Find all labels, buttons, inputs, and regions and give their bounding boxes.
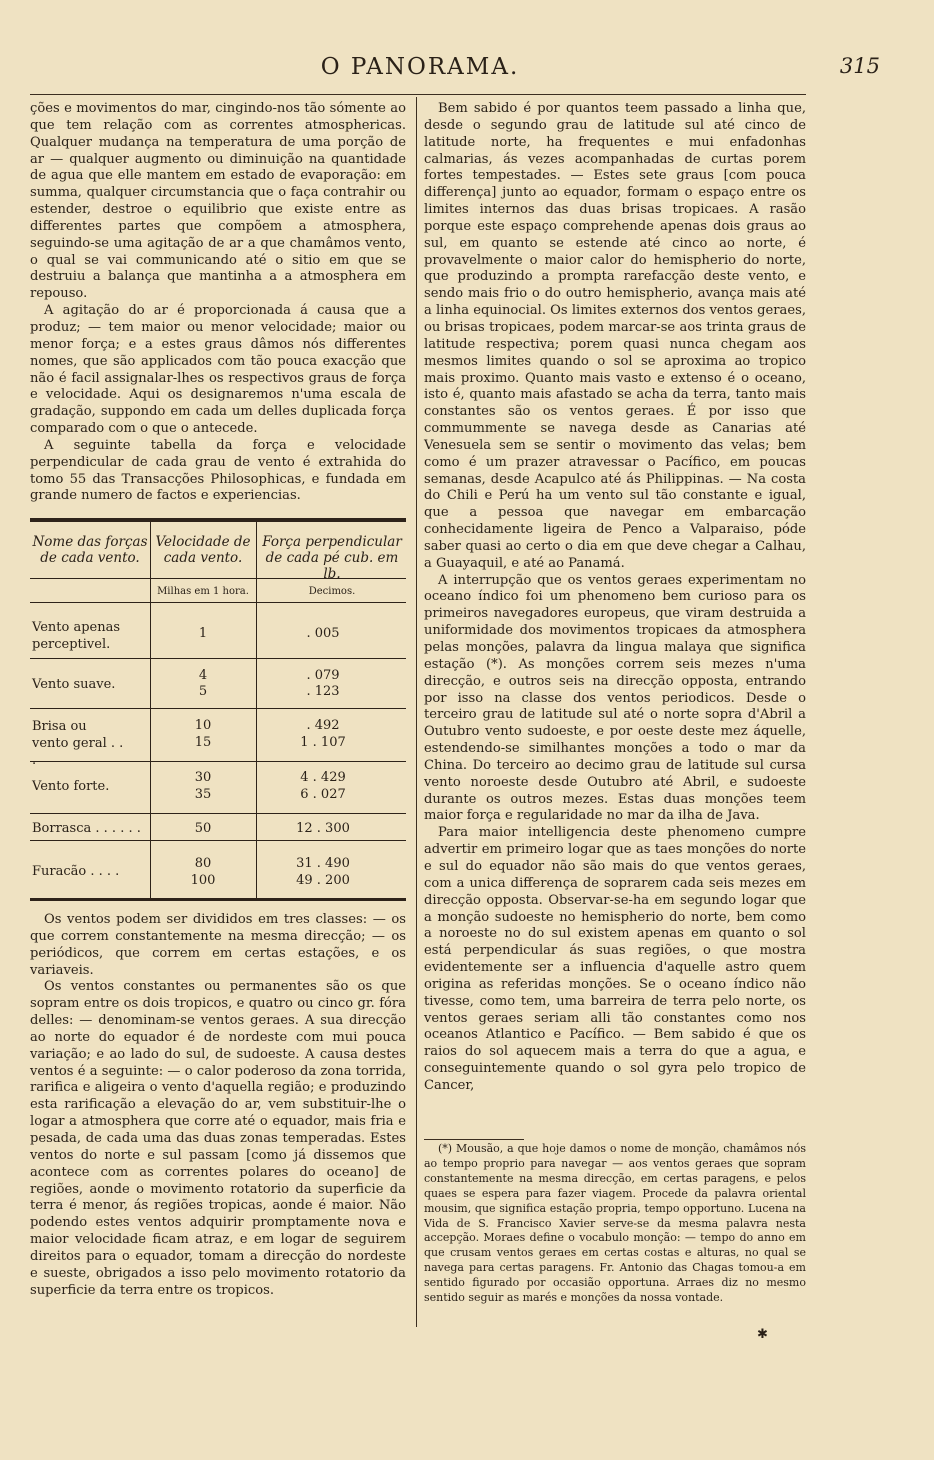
table-cell-force: 31 . 490	[296, 856, 350, 871]
left-column-top	[30, 101, 406, 505]
table-cell-velocity: 15	[194, 735, 212, 750]
table-cell-velocity: 80	[194, 856, 212, 871]
table-hline	[30, 813, 406, 814]
page-number: 315	[839, 54, 880, 78]
table-row-name: Brisa ou vento geral . . .	[32, 719, 124, 768]
paragraph: A seguinte tabella da força e velocidade perpendicular de cada grau de vento é extrahida do tomo 55 das Transacções Philosophicas, e fundada em grande numero de factos e experiencias.	[30, 437, 406, 504]
table-cell-velocity: 100	[190, 873, 216, 888]
end-mark: ✱	[757, 1327, 768, 1342]
table-cell-velocity: 50	[194, 821, 212, 836]
table-cell-force: 4 . 429	[300, 770, 346, 785]
paragraph: Para maior intelligencia deste phenomeno cumpre advertir em primeiro logar que as taes monções do norte e sul do equador não são mais do que ventos geraes, com a unica differença de soprarem cada seis mezes em direcção opposta. Observar-se-ha em segundo logar que a monção sudoeste no hemispherio do norte, bem como a noroeste no do sul existem apenas em quanto o sol está perpendicular ás suas regiões, o que mostra evidentemente ser a influencia d'aquelle astro quem origina as referidas monções. Se o oceano índico não tivesse, como tem, uma barreira de terra pelo norte, os ventos geraes seriam alli tão constantes como nos oceanos Atlantico e Pacífico. — Bem sabido é que os raios do sol aquecem mais a terra do que a agua, e conseguintemente quando o sol gyra pelo tropico de Cancer,	[424, 825, 806, 1093]
table-hline	[30, 840, 406, 841]
table-bottom-rule	[30, 898, 406, 901]
table-cell-velocity: 10	[194, 718, 212, 733]
table-cell-force: 6 . 027	[300, 787, 346, 802]
paragraph: A interrupção que os ventos geraes experimentam no oceano índico foi um phenomeno bem curioso para os primeiros navegadores europeus, que viram destruida a uniformidade dos movimentos tropicaes da atmosphera pelas monções, palavra da lingua malaya que significa estação (*). As monções correm seis mezes n'uma direcção, e outros seis na direcção opposta, entrando por isso na classe dos ventos periodicos. Desde o terceiro grau de latitude sul até o norte sopra d'Abril a Outubro vento sudoeste, e por oeste deste mez áquelle, estendendo-se similhantes monções a todo o mar da China. Do terceiro ao decimo grau de latitude sul cursa vento noroeste desde Outubro até Abril, e sudoeste durante os outros mezes. Estas duas monções teem maior força e regularidade no mar da ilha de Java.	[424, 572, 806, 824]
paragraph: ções e movimentos do mar, cingindo-nos tão sómente ao que tem relação com as correntes atmosphericas. Qualquer mudança na temperatura de uma porção de ar — qualquer augmento ou diminuição na quantidade de agua que elle mantem em estado de evaporação: em summa, qualquer circumstancia que o faça contrahir ou estender, destroe o equilibrio que existe entre as differentes partes que compõem a atmosphera, seguindo-se uma agitação de ar a que chamâmos vento, o qual se vai communicando até o sitio em que se destruiu a balança que mantinha a a atmosphera em repouso.	[30, 101, 406, 302]
table-cell-force: . 123	[306, 684, 340, 699]
wind-table	[30, 518, 406, 898]
table-header-velocity: Velocidade de cada vento.	[155, 534, 251, 566]
page-title: O PANORAMA.	[320, 54, 520, 80]
paragraph: Os ventos constantes ou permanentes são os que sopram entre os dois tropicos, e quatro ou cinco gr. fóra delles: — denominam-se ventos geraes. A sua direcção ao norte do equador é de nordeste com mui pouca variação; e ao lado do sul, de sudoeste. A causa destes ventos é a seguinte: — o calor poderoso da zona torrida, rarifica e aligeira o vento d'aquella região; e produzindo esta rarificação a elevação do ar, vem substituir-lhe o logar a atmosphera que corre até o equador, mais fria e pesada, de cada uma das duas zonas temperadas. Estes ventos do norte e sul passam [como já dissemos que acontece com as correntes polares do oceano] de regiões, aonde o movimento rotatorio da superficie da terra é menor, ás regiões tropicas, aonde é maior. Não podendo estes ventos adquirir promptamente nova e maior velocidade ficam atraz, e em logar de seguirem direitos para o equador, tomam a direcção do nordeste e sueste, obrigados a isso pelo movimento rotatorio da superficie da terra entre os tropicos.	[30, 979, 406, 1298]
paragraph: A agitação do ar é proporcionada á causa que a produz; — tem maior ou menor velocidade; maior ou menor força; e a estes graus dâmos nós differentes nomes, que são applicados com tão pouca exacção que não é facil assignalar-lhes os respectivos graus de força e velocidade. Aqui os designaremos n'uma escala de gradação, suppondo em cada um delles duplicada força comparado com o que o antecede.	[30, 303, 406, 437]
table-cell-force: . 079	[306, 668, 340, 683]
table-cell-velocity: 35	[194, 787, 212, 802]
table-cell-velocity: 30	[194, 770, 212, 785]
footnote	[424, 1142, 806, 1306]
table-header-name: Nome das forças de cada vento.	[32, 534, 148, 566]
table-hline	[30, 658, 406, 659]
header-rule	[30, 94, 806, 95]
table-unit-velocity: Milhas em 1 hora.	[157, 586, 249, 597]
table-hline	[30, 708, 406, 709]
left-column-bottom	[30, 912, 406, 1299]
paragraph: Bem sabido é por quantos teem passado a linha que, desde o segundo grau de latitude sul até cinco de latitude norte, ha frequentes e mui enfadonhas calmarias, ás vezes acompanhadas de curtas porem fortes tempestades. — Estes sete graus [com pouca differença] junto ao equador, formam o espaço entre os limites internos das duas brisas tropicaes. A rasão porque este espaço comprehende apenas dois graus ao sul, em quanto se estende até cinco ao norte, é provavelmente o maior calor do hemispherio do norte, que produzindo a prompta rarefacção deste vento, e sendo mais frio o do outro hemispherio, avança mais até a linha equinocial. Os limites externos dos ventos geraes, ou brisas tropicaes, podem marcar-se aos trinta graus de latitude respectiva; porem quasi nunca chegam aos mesmos limites quando o sol se aproxima ao tropico mais proximo. Quanto mais vasto e extenso é o oceano, isto é, quanto mais afastado se acha da terra, tanto mais constantes são os ventos geraes. É por isso que commummente se navega desde as Canarias até Venesuela sem se sentir o movimento das velas; bem como é um prazer atravessar o Pacífico, em poucas semanas, desde Acapulco até ás Philippinas. — Na costa do Chili e Perú ha um vento sul tão constante e igual, que a pessoa que navegar em embarcação conhecidamente ligeira de Penco a Valparaiso, póde saber quasi ao certo o dia em que deve chegar a Calhau, a Guayaquil, e até ao Panamá.	[424, 101, 806, 571]
table-cell-force: . 005	[306, 626, 340, 641]
footnote-rule	[424, 1139, 524, 1140]
table-header-force: Força perpendicular de cada pé cub. em lb.	[262, 534, 402, 582]
table-cell-velocity: 5	[198, 684, 208, 699]
table-cell-force: . 492	[306, 718, 340, 733]
table-cell-force: 49 . 200	[296, 873, 350, 888]
table-cell-velocity: 1	[198, 626, 208, 641]
table-row-name: Vento suave.	[32, 677, 116, 692]
table-cell-force: 1 . 107	[300, 735, 346, 750]
table-unit-force: Decimos.	[308, 586, 356, 597]
paragraph: Os ventos podem ser divididos em tres classes: — os que correm constantemente na mesma direcção; — os periódicos, que correm em certas estações, e os variaveis.	[30, 912, 406, 978]
table-row-name: Furacão . . . .	[32, 864, 120, 879]
right-column	[424, 101, 806, 1095]
table-row-name: Vento forte.	[32, 779, 110, 794]
table-cell-force: 12 . 300	[296, 821, 350, 836]
table-row-name: Vento apenas perceptivel.	[32, 620, 121, 652]
table-top-rule	[30, 518, 406, 522]
footnote-text: (*) Mousão, a que hoje damos o nome de monção, chamâmos nós ao tempo proprio para navegar — aos ventos geraes que sopram constantemente na mesma direcção, em certas paragens, e pelos quaes se espera para fazer viagem. Procede da palavra oriental mousim, que significa estação propria, tempo opportuno. Lucena na Vida de S. Francisco Xavier serve-se da mesma palavra nesta accepção. Moraes define o vocabulo monção: — tempo do anno em que crusam ventos geraes em certas costas e alturas, no qual se navega para certas paragens. Fr. Antonio das Chagas tomou-a em sentido figurado por occasião opportuna. Arraes diz no mesmo sentido seguir as marés e monções da nossa vontade.	[424, 1142, 806, 1305]
page-header	[30, 50, 880, 90]
table-hline	[30, 602, 406, 603]
table-row-name: Borrasca . . . . . .	[32, 821, 141, 836]
column-separator	[416, 97, 417, 1327]
table-cell-velocity: 4	[198, 668, 208, 683]
